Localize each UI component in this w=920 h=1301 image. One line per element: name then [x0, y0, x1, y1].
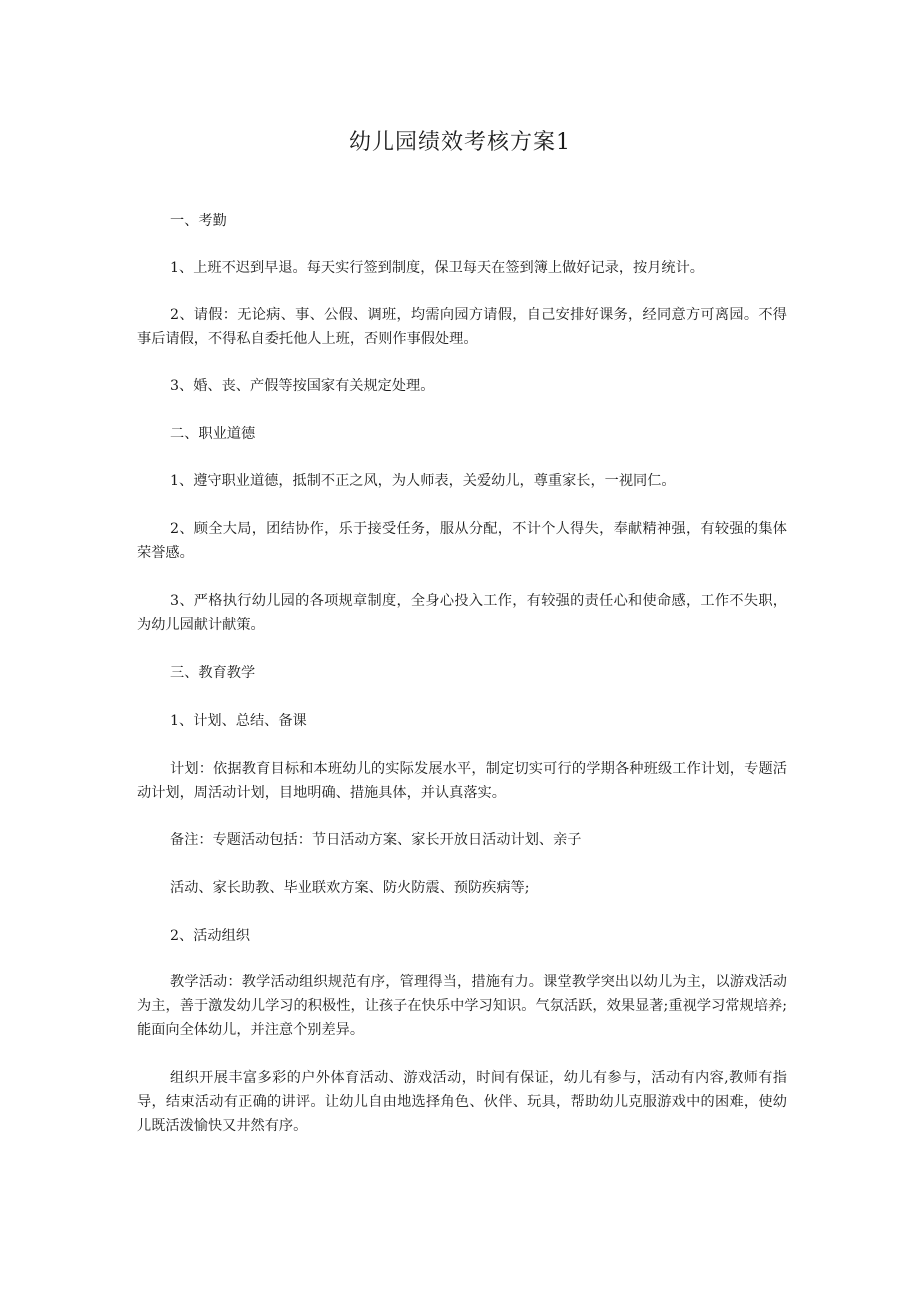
- paragraph: 1、上班不迟到早退。每天实行签到制度，保卫每天在签到簿上做好记录，按月统计。: [170, 260, 704, 276]
- paragraph: 教学活动：教学活动组织规范有序，管理得当，措施有力。课堂教学突出以幼儿为主，以游戏活动为主，善于激发幼儿学习的积极性，让孩子在快乐中学习知识。气氛活跃，效果显著;重视学习常规培养;能面向全体幼儿，并注意个别差异。: [137, 974, 787, 1038]
- subsection-heading: 1、计划、总结、备课: [170, 713, 307, 729]
- paragraph: 活动、家长助教、毕业联欢方案、防火防震、预防疾病等;: [170, 880, 530, 896]
- section-heading-teaching: 三、教育教学: [170, 665, 256, 681]
- paragraph: 3、婚、丧、产假等按国家有关规定处理。: [170, 378, 435, 394]
- section-heading-attendance: 一、考勤: [170, 213, 227, 229]
- document-title: 幼儿园绩效考核方案1: [349, 130, 571, 155]
- paragraph: 计划：依据教育目标和本班幼儿的实际发展水平，制定切实可行的学期各种班级工作计划，专题活动计划，周活动计划，目地明确、措施具体，并认真落实。: [137, 761, 787, 801]
- subsection-heading: 2、活动组织: [170, 928, 250, 944]
- paragraph: 2、请假：无论病、事、公假、调班，均需向园方请假，自己安排好课务，经同意方可离园。不得事后请假，不得私自委托他人上班，否则作事假处理。: [137, 307, 787, 347]
- paragraph: 3、严格执行幼儿园的各项规章制度，全身心投入工作，有较强的责任心和使命感，工作不失职，为幼儿园献计献策。: [137, 593, 787, 633]
- section-heading-ethics: 二、职业道德: [170, 426, 256, 442]
- paragraph: 2、顾全大局，团结协作，乐于接受任务，服从分配，不计个人得失，奉献精神强，有较强的集体荣誉感。: [137, 521, 787, 561]
- paragraph: 备注：专题活动包括：节日活动方案、家长开放日活动计划、亲子: [170, 832, 582, 848]
- paragraph: 组织开展丰富多彩的户外体育活动、游戏活动，时间有保证，幼儿有参与，活动有内容,教师有指导，结束活动有正确的讲评。让幼儿自由地选择角色、伙伴、玩具，帮助幼儿克服游戏中的困难，使幼儿既活泼愉快又井然有序。: [137, 1070, 787, 1134]
- paragraph: 1、遵守职业道德，抵制不正之风，为人师表，关爱幼儿，尊重家长，一视同仁。: [170, 473, 676, 489]
